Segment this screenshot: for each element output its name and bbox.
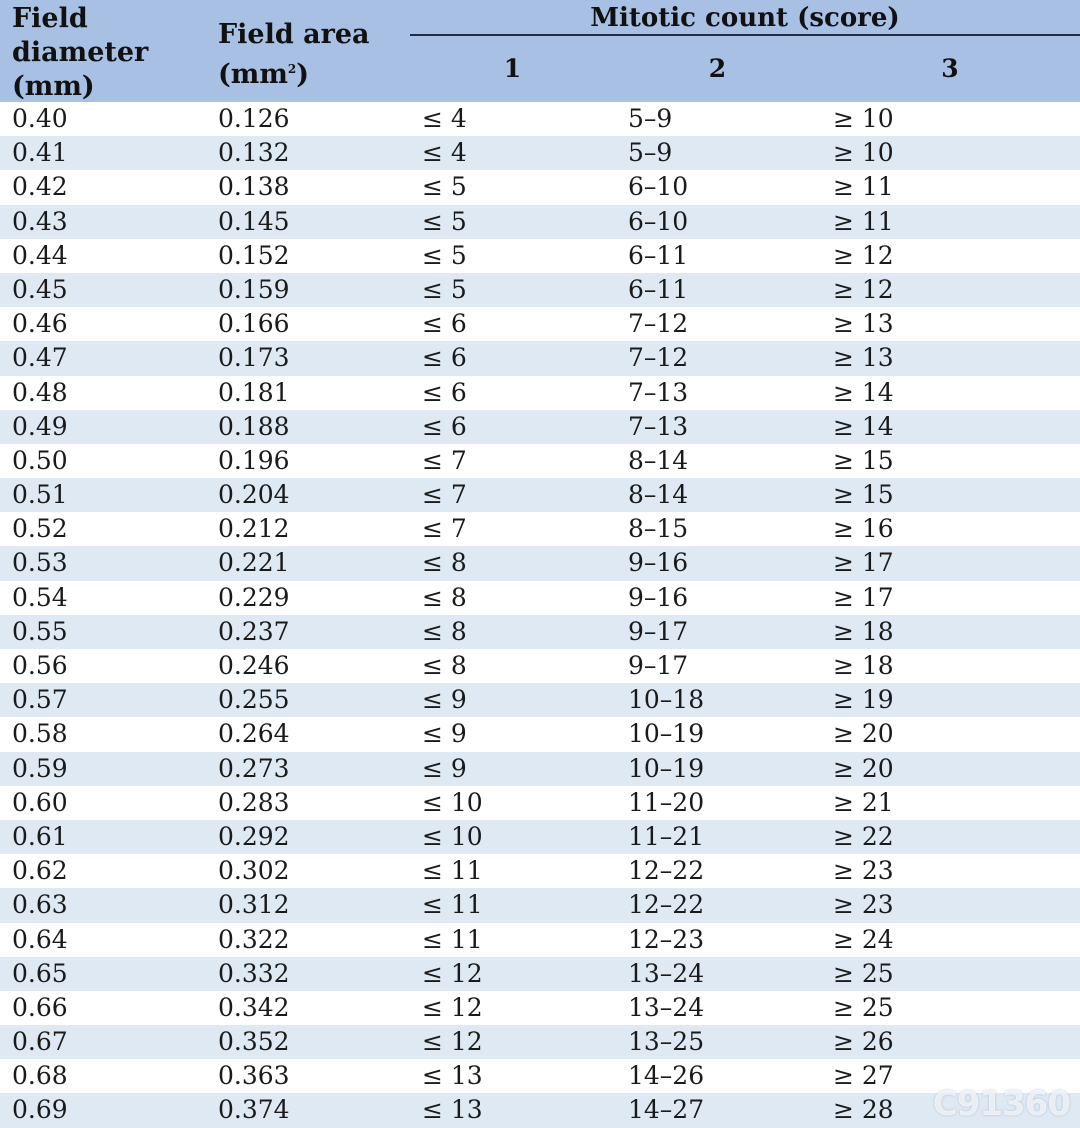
score-2-cell: 7–13 — [628, 377, 689, 407]
field-diameter-cell: 0.59 — [12, 753, 68, 783]
score-3-cell: ≥ 19 — [833, 685, 894, 715]
watermark-logo: C91360 — [932, 1084, 1070, 1124]
field-area-cell: 0.159 — [218, 274, 290, 304]
score-3-cell: ≥ 25 — [833, 992, 894, 1022]
field-area-cell: 0.138 — [218, 172, 290, 202]
field-diameter-cell: 0.68 — [12, 1061, 68, 1091]
field-diameter-cell: 0.46 — [12, 309, 68, 339]
table-header — [0, 0, 1080, 102]
table-row — [0, 376, 1080, 410]
field-area-cell: 0.152 — [218, 240, 290, 270]
table-row — [0, 683, 1080, 717]
table-row — [0, 854, 1080, 888]
score-3-cell: ≥ 20 — [833, 753, 894, 783]
field-diameter-cell: 0.61 — [12, 821, 68, 851]
header-group-rule — [410, 34, 1080, 36]
score-2-cell: 13–24 — [628, 958, 705, 988]
field-diameter-cell: 0.60 — [12, 787, 68, 817]
score-1-cell: ≤ 9 — [422, 753, 467, 783]
field-area-cell: 0.132 — [218, 138, 290, 168]
table-body — [0, 102, 1080, 1128]
table-row — [0, 478, 1080, 512]
table-row — [0, 102, 1080, 136]
score-2-cell: 14–26 — [628, 1061, 705, 1091]
score-2-cell: 5–9 — [628, 138, 673, 168]
field-area-cell: 0.302 — [218, 856, 290, 886]
score-2-cell: 8–14 — [628, 480, 689, 510]
score-1-cell: ≤ 7 — [422, 445, 467, 475]
table-row — [0, 1059, 1080, 1093]
table-row — [0, 923, 1080, 957]
score-3-cell: ≥ 11 — [833, 206, 894, 236]
field-area-cell: 0.237 — [218, 616, 290, 646]
field-diameter-cell: 0.53 — [12, 548, 68, 578]
score-1-cell: ≤ 6 — [422, 411, 467, 441]
unit-pre: (mm — [218, 59, 288, 90]
score-3-cell: ≥ 12 — [833, 240, 894, 270]
table-row — [0, 170, 1080, 204]
header-field-area-unit — [218, 59, 309, 90]
field-diameter-cell: 0.44 — [12, 240, 68, 270]
field-area-cell: 0.322 — [218, 924, 290, 954]
header-score-3: 3 — [941, 54, 959, 83]
score-1-cell: ≤ 8 — [422, 582, 467, 612]
field-diameter-cell: 0.65 — [12, 958, 68, 988]
score-2-cell: 7–12 — [628, 343, 689, 373]
score-2-cell: 11–20 — [628, 787, 705, 817]
score-3-cell: ≥ 14 — [833, 411, 894, 441]
score-2-cell: 12–23 — [628, 924, 705, 954]
score-1-cell: ≤ 13 — [422, 1061, 483, 1091]
field-diameter-cell: 0.42 — [12, 172, 68, 202]
score-3-cell: ≥ 13 — [833, 343, 894, 373]
header-field-area — [218, 18, 408, 92]
table-row — [0, 1093, 1080, 1127]
field-area-cell: 0.273 — [218, 753, 290, 783]
score-2-cell: 8–15 — [628, 514, 689, 544]
table-row — [0, 786, 1080, 820]
score-3-cell: ≥ 17 — [833, 548, 894, 578]
score-2-cell: 9–16 — [628, 582, 689, 612]
score-1-cell: ≤ 8 — [422, 651, 467, 680]
header-field-diameter: Field diameter (mm) — [12, 3, 149, 102]
score-1-cell: ≤ 6 — [422, 343, 467, 373]
unit-superscript: 2 — [287, 62, 297, 76]
field-area-cell: 0.188 — [218, 411, 290, 441]
field-area-cell: 0.145 — [218, 206, 290, 236]
field-diameter-cell: 0.64 — [12, 924, 68, 954]
score-1-cell: ≤ 9 — [422, 719, 467, 749]
field-diameter-cell: 0.69 — [12, 1095, 68, 1125]
header-field-area-label: Field area — [218, 19, 370, 50]
field-diameter-cell: 0.55 — [12, 616, 68, 646]
score-3-cell: ≥ 22 — [833, 821, 894, 851]
table-row — [0, 820, 1080, 854]
field-area-cell: 0.292 — [218, 821, 290, 851]
score-3-cell: ≥ 10 — [833, 104, 894, 133]
score-1-cell: ≤ 4 — [422, 138, 467, 168]
field-diameter-cell: 0.47 — [12, 343, 68, 373]
score-1-cell: ≤ 5 — [422, 274, 467, 304]
score-3-cell: ≥ 25 — [833, 958, 894, 988]
field-diameter-cell: 0.63 — [12, 890, 68, 920]
score-3-cell: ≥ 28 — [833, 1095, 894, 1125]
score-2-cell: 9–16 — [628, 548, 689, 578]
field-area-cell: 0.342 — [218, 992, 290, 1022]
score-3-cell: ≥ 27 — [833, 1061, 894, 1091]
score-3-cell: ≥ 16 — [833, 514, 894, 544]
score-2-cell: 13–24 — [628, 992, 705, 1022]
score-1-cell: ≤ 10 — [422, 821, 483, 851]
table-row — [0, 581, 1080, 615]
table-row — [0, 307, 1080, 341]
field-diameter-cell: 0.52 — [12, 514, 68, 544]
score-1-cell: ≤ 13 — [422, 1095, 483, 1125]
score-2-cell: 9–17 — [628, 651, 689, 680]
field-diameter-cell: 0.57 — [12, 685, 68, 715]
field-area-cell: 0.212 — [218, 514, 290, 544]
score-2-cell: 6–10 — [628, 172, 689, 202]
score-3-cell: ≥ 15 — [833, 480, 894, 510]
score-3-cell: ≥ 12 — [833, 274, 894, 304]
score-3-cell: ≥ 15 — [833, 445, 894, 475]
score-1-cell: ≤ 12 — [422, 992, 483, 1022]
field-diameter-cell: 0.66 — [12, 992, 68, 1022]
table-row — [0, 341, 1080, 375]
field-area-cell: 0.332 — [218, 958, 290, 988]
score-1-cell: ≤ 6 — [422, 377, 467, 407]
score-3-cell: ≥ 14 — [833, 377, 894, 407]
field-diameter-cell: 0.45 — [12, 274, 68, 304]
table-row — [0, 546, 1080, 580]
field-diameter-cell: 0.62 — [12, 856, 68, 886]
score-1-cell: ≤ 5 — [422, 240, 467, 270]
table-row — [0, 239, 1080, 273]
field-area-cell: 0.246 — [218, 651, 290, 680]
field-diameter-cell: 0.43 — [12, 206, 68, 236]
score-2-cell: 6–10 — [628, 206, 689, 236]
score-3-cell: ≥ 20 — [833, 719, 894, 749]
header-mitotic-count-title: Mitotic count (score) — [590, 3, 900, 33]
field-diameter-cell: 0.54 — [12, 582, 68, 612]
score-1-cell: ≤ 11 — [422, 890, 483, 920]
field-area-cell: 0.173 — [218, 343, 290, 373]
field-area-cell: 0.283 — [218, 787, 290, 817]
table-row — [0, 136, 1080, 170]
table-row — [0, 649, 1080, 683]
score-2-cell: 12–22 — [628, 890, 705, 920]
table-row — [0, 410, 1080, 444]
field-diameter-cell: 0.50 — [12, 445, 68, 475]
table-row — [0, 205, 1080, 239]
header-score-2: 2 — [708, 54, 727, 83]
score-3-cell: ≥ 26 — [833, 1027, 894, 1057]
score-1-cell: ≤ 9 — [422, 685, 467, 715]
score-3-cell: ≥ 18 — [833, 651, 894, 680]
field-area-cell: 0.312 — [218, 890, 290, 920]
field-area-cell: 0.166 — [218, 309, 290, 339]
score-1-cell: ≤ 7 — [422, 514, 467, 544]
score-1-cell: ≤ 5 — [422, 172, 467, 202]
score-1-cell: ≤ 12 — [422, 1027, 483, 1057]
field-area-cell: 0.229 — [218, 582, 290, 612]
score-2-cell: 7–13 — [628, 411, 689, 441]
field-area-cell: 0.181 — [218, 377, 290, 407]
field-diameter-cell: 0.56 — [12, 651, 68, 680]
table-row — [0, 991, 1080, 1025]
score-3-cell: ≥ 23 — [833, 856, 894, 886]
table-row — [0, 512, 1080, 546]
score-2-cell: 8–14 — [628, 445, 689, 475]
field-diameter-cell: 0.67 — [12, 1027, 68, 1057]
score-2-cell: 11–21 — [628, 821, 705, 851]
score-1-cell: ≤ 4 — [422, 104, 467, 133]
score-1-cell: ≤ 6 — [422, 309, 467, 339]
field-diameter-cell: 0.58 — [12, 719, 68, 749]
unit-post: ) — [296, 59, 310, 90]
field-diameter-cell: 0.48 — [12, 377, 68, 407]
field-area-cell: 0.126 — [218, 104, 290, 133]
score-2-cell: 7–12 — [628, 309, 689, 339]
field-area-cell: 0.352 — [218, 1027, 290, 1057]
field-area-cell: 0.264 — [218, 719, 290, 749]
score-2-cell: 13–25 — [628, 1027, 705, 1057]
header-score-1: 1 — [503, 54, 522, 83]
table-row — [0, 752, 1080, 786]
table-row — [0, 957, 1080, 991]
score-2-cell: 10–19 — [628, 753, 705, 783]
score-3-cell: ≥ 18 — [833, 616, 894, 646]
table-row — [0, 888, 1080, 922]
score-1-cell: ≤ 12 — [422, 958, 483, 988]
field-area-cell: 0.363 — [218, 1061, 290, 1091]
field-area-cell: 0.221 — [218, 548, 290, 578]
score-3-cell: ≥ 13 — [833, 309, 894, 339]
score-2-cell: 10–18 — [628, 685, 705, 715]
table-row — [0, 615, 1080, 649]
score-1-cell: ≤ 10 — [422, 787, 483, 817]
score-2-cell: 12–22 — [628, 856, 705, 886]
table-row — [0, 1025, 1080, 1059]
score-2-cell: 10–19 — [628, 719, 705, 749]
field-area-cell: 0.374 — [218, 1095, 290, 1125]
score-1-cell: ≤ 8 — [422, 548, 467, 578]
score-2-cell: 5–9 — [628, 104, 673, 133]
field-diameter-cell: 0.40 — [12, 104, 68, 133]
field-diameter-cell: 0.41 — [12, 138, 68, 168]
table-row — [0, 444, 1080, 478]
score-1-cell: ≤ 7 — [422, 480, 467, 510]
score-3-cell: ≥ 10 — [833, 138, 894, 168]
score-3-cell: ≥ 17 — [833, 582, 894, 612]
field-area-cell: 0.196 — [218, 445, 290, 475]
field-diameter-cell: 0.51 — [12, 480, 68, 510]
score-2-cell: 6–11 — [628, 274, 689, 304]
field-area-cell: 0.204 — [218, 480, 290, 510]
score-1-cell: ≤ 11 — [422, 924, 483, 954]
score-3-cell: ≥ 23 — [833, 890, 894, 920]
score-1-cell: ≤ 8 — [422, 616, 467, 646]
score-3-cell: ≥ 21 — [833, 787, 894, 817]
score-3-cell: ≥ 11 — [833, 172, 894, 202]
field-area-cell: 0.255 — [218, 685, 290, 715]
score-2-cell: 6–11 — [628, 240, 689, 270]
table-row — [0, 273, 1080, 307]
score-3-cell: ≥ 24 — [833, 924, 894, 954]
score-2-cell: 14–27 — [628, 1095, 705, 1125]
field-diameter-cell: 0.49 — [12, 411, 68, 441]
score-2-cell: 9–17 — [628, 616, 689, 646]
score-1-cell: ≤ 5 — [422, 206, 467, 236]
table-row — [0, 717, 1080, 751]
score-1-cell: ≤ 11 — [422, 856, 483, 886]
